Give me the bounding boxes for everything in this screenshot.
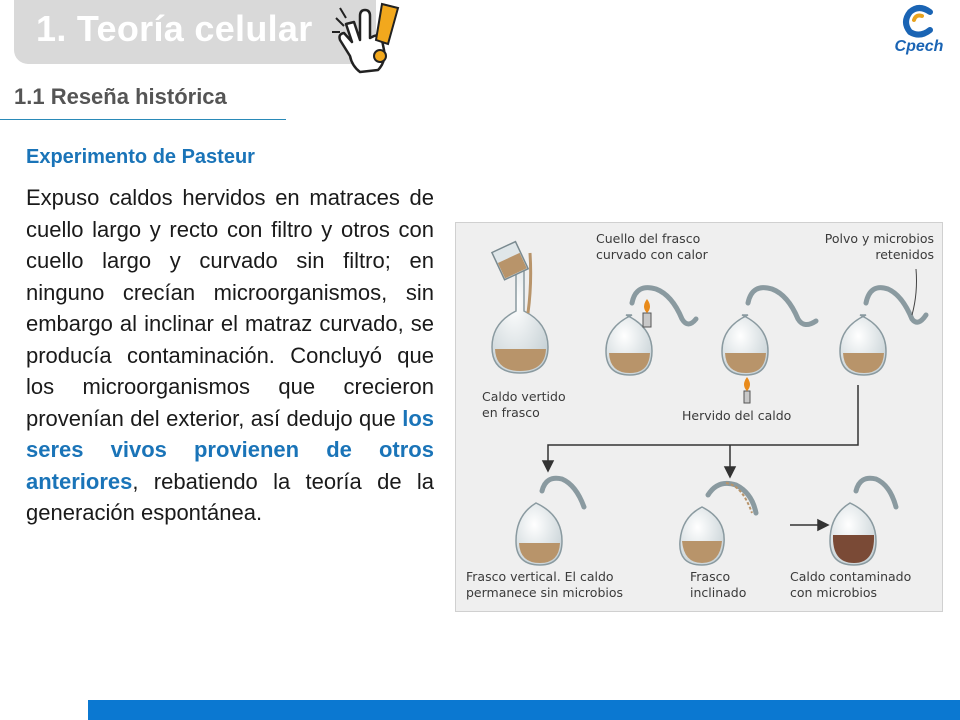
hand-exclamation-icon	[330, 0, 410, 80]
flask-straight-pour	[492, 242, 548, 373]
page-title: 1. Teoría celular	[36, 8, 313, 49]
flask-dust-retained	[840, 269, 926, 375]
label-frasco-vertical: Frasco vertical. El caldo permanece sin microbios	[466, 569, 624, 600]
flask-neck-heating	[606, 288, 696, 375]
cpech-logo	[888, 4, 950, 64]
logo-text: Cpech	[894, 38, 944, 55]
flask-contaminated	[830, 478, 896, 565]
label-frasco-inclinado: Frasco inclinado	[690, 569, 747, 600]
flask-boiling	[722, 288, 816, 403]
section-subtitle: 1.1 Reseña histórica	[14, 84, 227, 109]
label-cuello-curvado: Cuello del frasco curvado con calor	[596, 231, 708, 262]
label-caldo-vertido: Caldo vertido en frasco	[482, 389, 566, 420]
flask-vertical-sterile	[516, 478, 584, 565]
body-text-highlight: los seres vivos provienen de otros anteriores	[26, 405, 434, 494]
body-text-end: , rebatiendo la teoría de la generación espontánea.	[26, 468, 434, 525]
label-hervido: Hervido del caldo	[682, 408, 792, 423]
body-text-start: Expuso caldos hervidos en matraces de cuello largo y recto con filtro y otros con cuello largo y curvado sin filtro; en ninguno crecían microorganismos, sin embargo al inclinar el matraz curvado, se producía contaminación. Concluyó que los microorganismos que crecieron provenían del exterior, así dedujo que	[26, 185, 434, 431]
label-polvo-microbios: Polvo y microbios retenidos	[824, 231, 934, 262]
experiment-heading: Experimento de Pasteur	[26, 146, 255, 168]
subtitle-divider	[0, 119, 286, 120]
flask-tilted	[680, 483, 756, 565]
pasteur-experiment-figure	[455, 222, 943, 612]
footer-bar	[88, 700, 960, 720]
experiment-description	[26, 182, 434, 529]
label-caldo-contaminado: Caldo contaminado con microbios	[790, 569, 912, 600]
